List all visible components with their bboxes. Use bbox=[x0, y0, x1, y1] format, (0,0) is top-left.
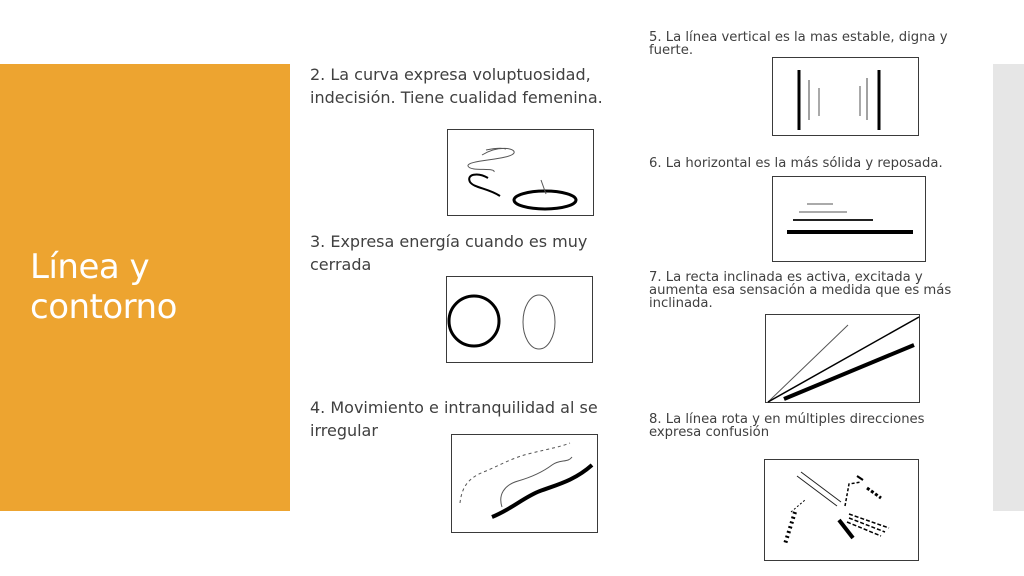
caption-irregular: 4. Movimiento e intranquilidad al se irregular bbox=[310, 398, 598, 440]
caption-vertical: 5. La línea vertical es la mas estable, digna y fuerte. bbox=[649, 30, 948, 58]
slide-title: Línea y contorno bbox=[30, 247, 177, 327]
caption-closed-curve: 3. Expresa energía cuando es muy cerrada bbox=[310, 232, 588, 274]
figure-irregular-lines bbox=[451, 434, 598, 533]
figure-closed-curves bbox=[446, 276, 593, 363]
caption-inclined: 7. La recta inclinada es activa, excitada y aumenta esa sensación a medida que es más inclinada. bbox=[649, 270, 952, 311]
side-strip bbox=[993, 64, 1024, 511]
figure-broken-lines bbox=[764, 459, 919, 561]
figure-horizontal-lines bbox=[772, 176, 926, 262]
figure-curves bbox=[447, 129, 594, 216]
caption-horizontal: 6. La horizontal es la más sólida y reposada. bbox=[649, 156, 943, 171]
figure-inclined-lines bbox=[765, 314, 920, 403]
figure-vertical-lines bbox=[772, 57, 919, 136]
caption-broken: 8. La línea rota y en múltiples direcciones expresa confusión bbox=[649, 412, 925, 440]
caption-curve: 2. La curva expresa voluptuosidad, indecisión. Tiene cualidad femenina. bbox=[310, 65, 603, 107]
